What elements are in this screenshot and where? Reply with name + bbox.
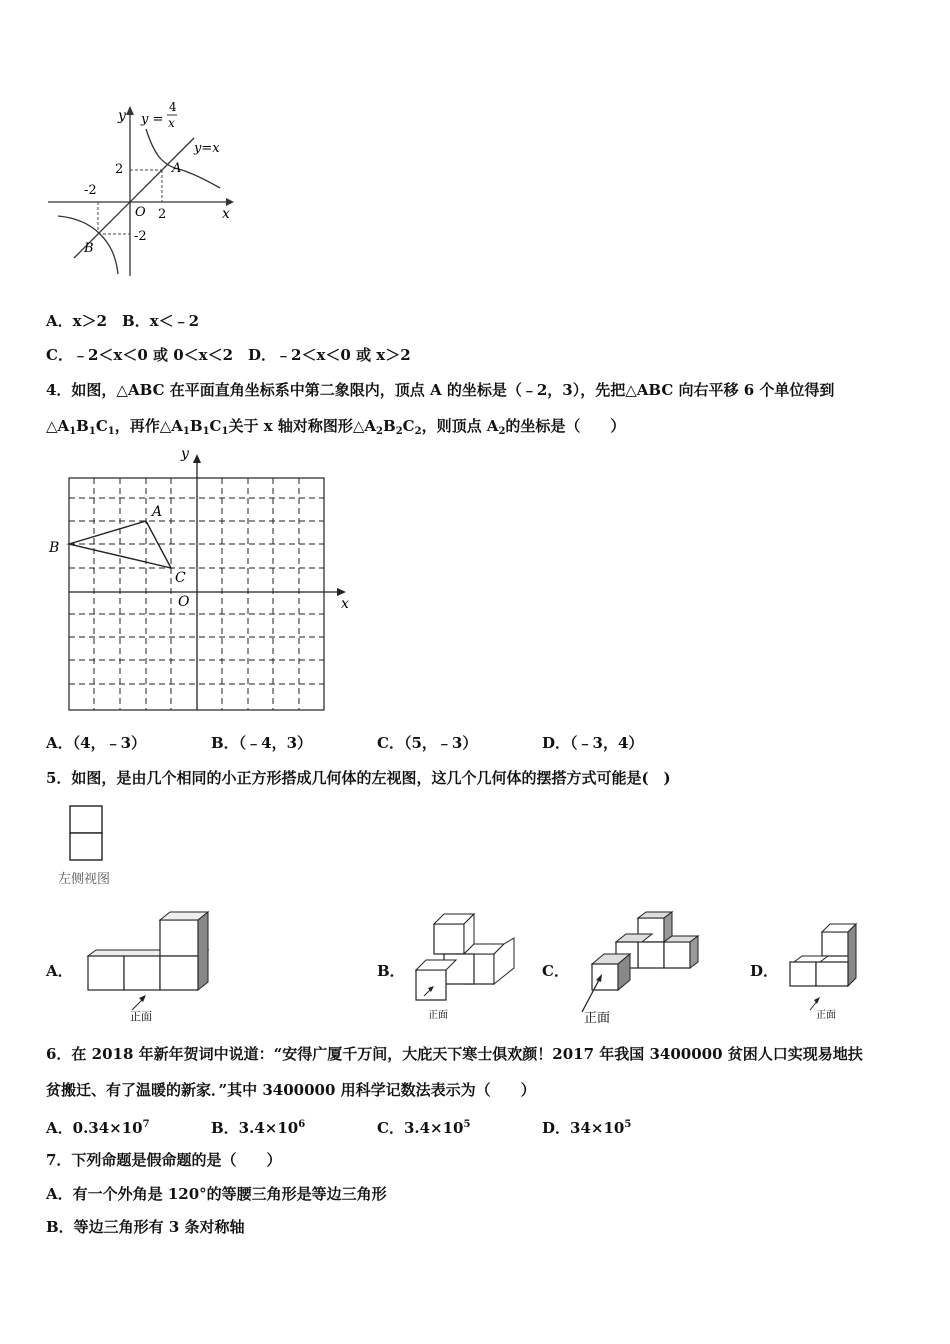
svg-text:4: 4: [169, 100, 177, 114]
q6-option-a: A．$0.34\times 10^7$: [46, 1119, 150, 1137]
q6-option-b: B．$3.4\times 10^6$: [211, 1119, 306, 1137]
q3-options-ab: A．x＞2 B．x＜﹣2: [46, 312, 200, 330]
grid-x-label: x: [341, 596, 349, 612]
q4-option-d: D．（﹣3，4）: [542, 734, 644, 752]
vertex-a-label: A: [152, 504, 163, 520]
q7-stem: 7．下列命题是假命题的是（ ）: [46, 1151, 282, 1169]
front-caption-c: 正面: [584, 1011, 611, 1026]
q4-option-a: A．（4，﹣3）: [46, 734, 147, 752]
q5-option-a-figure: [84, 910, 224, 1022]
y-axis-label: y: [118, 108, 126, 124]
grid-figure: [44, 446, 356, 716]
q5-option-a-label: A．: [46, 962, 73, 980]
q7-option-a: A．有一个外角是 120°的等腰三角形是等边三角形: [46, 1185, 387, 1203]
front-caption-d: 正面: [816, 1010, 836, 1021]
grid-origin-label: O: [178, 594, 190, 610]
q4-stem-line2: $\triangle A_1B_1C_1$，再作$\triangle A_1B_1C_1$关于 x 轴对称图形$\triangle A_2B_2C_2$，则顶点 $A_2$的坐标是（ ）: [46, 417, 626, 437]
q3-options-cd: C．﹣2＜x＜0 或 0＜x＜2 D．﹣2＜x＜0 或 x＞2: [46, 346, 411, 364]
vertex-b-label: B: [49, 540, 60, 556]
hyperbola-equation: y =: [141, 112, 164, 127]
q5-stem: 5．如图，是由几个相同的小正方形搭成几何体的左视图，这几个几何体的摆搭方式可能是( ): [46, 769, 671, 787]
q4-option-b: B．（﹣4，3）: [211, 734, 313, 752]
point-a-label: A: [172, 161, 182, 176]
x-tick-neg2: -2: [84, 183, 97, 198]
left-view-caption: 左侧视图: [58, 872, 111, 887]
q5-option-b-label: B．: [377, 962, 405, 980]
q5-option-b-figure: [410, 908, 520, 1024]
q6-stem-line1: 6．在 2018 年新年贺词中说道：“安得广厦千万间，大庇天下寒士俱欢颜！2017 年我国 3400000 贫困人口实现易地扶: [46, 1045, 863, 1063]
grid-y-label: y: [181, 446, 189, 462]
x-axis-label: x: [222, 206, 230, 222]
point-b-label: B: [84, 241, 94, 256]
q5-option-c-label: C．: [542, 962, 569, 980]
q7-option-b: B．等边三角形有 3 条对称轴: [46, 1218, 245, 1236]
svg-text:x: x: [168, 116, 175, 130]
hyperbola-figure: [44, 96, 244, 286]
q6-stem-line2: 贫搬迁、有了温暖的新家．”其中 3400000 用科学记数法表示为（ ）: [46, 1081, 536, 1099]
line-equation: y=x: [194, 141, 220, 156]
vertex-c-label: C: [175, 570, 186, 586]
q4-stem-line1: 4．如图，△ABC 在平面直角坐标系中第二象限内，顶点 A 的坐标是（﹣2，3），先把△ABC 向右平移 6 个单位得到: [46, 381, 835, 399]
left-view-figure: [56, 804, 136, 890]
y-tick-neg2: -2: [134, 229, 147, 244]
x-tick-2: 2: [158, 207, 167, 222]
q5-option-d-label: D．: [750, 962, 779, 980]
q5-option-c-figure: [570, 908, 706, 1026]
q6-option-c: C．$3.4\times 10^5$: [377, 1119, 471, 1137]
front-caption-a: 正面: [130, 1010, 152, 1022]
origin-label: O: [135, 205, 146, 220]
front-caption-b: 正面: [428, 1010, 448, 1021]
q5-option-d-figure: [784, 918, 864, 1022]
q6-option-d: D．$34\times 10^5$: [542, 1119, 632, 1137]
y-tick-2: 2: [115, 162, 124, 177]
q4-option-c: C．（5，﹣3）: [377, 734, 478, 752]
